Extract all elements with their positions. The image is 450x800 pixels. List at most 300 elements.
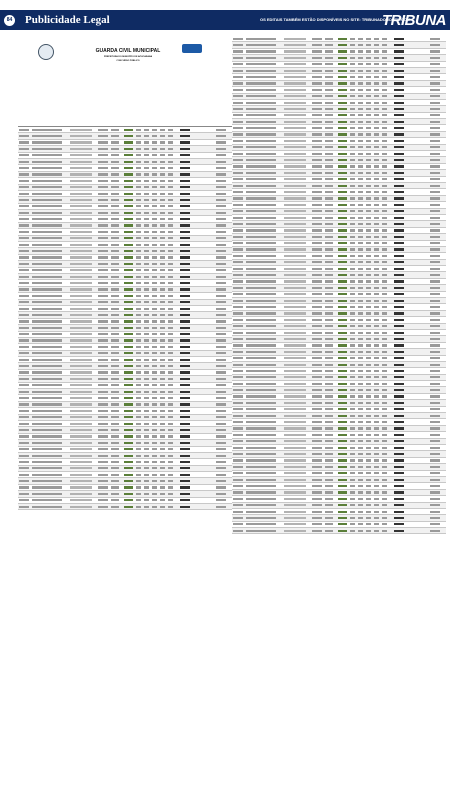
- table-cell: [70, 403, 92, 405]
- table-cell: [374, 102, 379, 104]
- table-cell: [338, 453, 347, 455]
- table-cell: [430, 102, 440, 104]
- table-cell: [111, 397, 119, 399]
- table-cell: [152, 371, 157, 373]
- table-cell: [382, 332, 387, 334]
- table-cell: [312, 332, 322, 334]
- table-cell: [350, 191, 355, 193]
- table-cell: [124, 237, 133, 239]
- table-cell: [233, 357, 243, 359]
- table-cell: [233, 459, 243, 461]
- table-cell: [160, 448, 165, 450]
- table-cell: [312, 274, 322, 276]
- table-cell: [394, 479, 404, 481]
- table-cell: [19, 282, 29, 284]
- table-cell: [180, 365, 190, 367]
- table-cell: [350, 440, 355, 442]
- notice-subtitle-2: CONCURSO PÚBLICO: [116, 59, 140, 62]
- table-cell: [366, 133, 371, 135]
- table-cell: [312, 485, 322, 487]
- table-cell: [394, 357, 404, 359]
- table-cell: [284, 498, 306, 500]
- table-cell: [246, 357, 276, 359]
- table-cell: [374, 191, 379, 193]
- table-cell: [168, 333, 173, 335]
- table-cell: [233, 287, 243, 289]
- table-cell: [394, 236, 404, 238]
- table-cell: [216, 154, 226, 156]
- table-cell: [358, 485, 363, 487]
- table-cell: [98, 250, 108, 252]
- table-cell: [152, 429, 157, 431]
- table-cell: [160, 237, 165, 239]
- table-cell: [350, 421, 355, 423]
- table-cell: [233, 479, 243, 481]
- table-cell: [180, 448, 190, 450]
- table-cell: [338, 89, 347, 91]
- table-cell: [124, 186, 133, 188]
- table-cell: [382, 300, 387, 302]
- table-cell: [180, 237, 190, 239]
- table-cell: [358, 421, 363, 423]
- table-cell: [152, 282, 157, 284]
- table-cell: [358, 312, 363, 314]
- table-cell: [32, 320, 62, 322]
- table-cell: [394, 95, 404, 97]
- table-cell: [216, 359, 226, 361]
- table-cell: [358, 108, 363, 110]
- table-cell: [325, 306, 333, 308]
- table-cell: [284, 511, 306, 513]
- table-cell: [382, 172, 387, 174]
- table-cell: [350, 63, 355, 65]
- table-cell: [284, 357, 306, 359]
- table-cell: [32, 218, 62, 220]
- table-cell: [124, 467, 133, 469]
- table-cell: [233, 466, 243, 468]
- table-cell: [180, 397, 190, 399]
- table-cell: [325, 293, 333, 295]
- table-cell: [338, 440, 347, 442]
- table-cell: [430, 255, 440, 257]
- table-cell: [325, 472, 333, 474]
- table-cell: [358, 210, 363, 212]
- table-cell: [246, 415, 276, 417]
- table-cell: [338, 293, 347, 295]
- table-cell: [394, 370, 404, 372]
- table-cell: [284, 76, 306, 78]
- table-cell: [144, 486, 149, 488]
- table-cell: [374, 44, 379, 46]
- table-cell: [233, 165, 243, 167]
- table-cell: [366, 95, 371, 97]
- table-cell: [246, 274, 276, 276]
- table-cell: [124, 461, 133, 463]
- table-cell: [32, 295, 62, 297]
- table-cell: [160, 173, 165, 175]
- table-cell: [430, 57, 440, 59]
- table-cell: [312, 185, 322, 187]
- table-cell: [284, 351, 306, 353]
- table-cell: [358, 217, 363, 219]
- table-cell: [136, 493, 141, 495]
- table-cell: [152, 435, 157, 437]
- table-cell: [19, 429, 29, 431]
- table-cell: [144, 212, 149, 214]
- table-cell: [19, 308, 29, 310]
- table-cell: [394, 434, 404, 436]
- table-cell: [160, 135, 165, 137]
- table-cell: [430, 466, 440, 468]
- table-cell: [284, 408, 306, 410]
- table-cell: [136, 423, 141, 425]
- table-cell: [98, 173, 108, 175]
- table-cell: [312, 63, 322, 65]
- table-cell: [325, 172, 333, 174]
- table-cell: [233, 312, 243, 314]
- table-cell: [358, 504, 363, 506]
- table-cell: [382, 255, 387, 257]
- table-cell: [284, 440, 306, 442]
- table-cell: [358, 459, 363, 461]
- table-cell: [111, 359, 119, 361]
- table-cell: [338, 159, 347, 161]
- table-cell: [180, 429, 190, 431]
- table-cell: [152, 416, 157, 418]
- table-cell: [19, 218, 29, 220]
- table-cell: [284, 466, 306, 468]
- table-cell: [111, 448, 119, 450]
- table-cell: [152, 141, 157, 143]
- table-cell: [338, 427, 347, 429]
- table-cell: [19, 442, 29, 444]
- table-cell: [374, 38, 379, 40]
- table-cell: [430, 370, 440, 372]
- table-cell: [338, 133, 347, 135]
- table-cell: [350, 306, 355, 308]
- table-cell: [98, 154, 108, 156]
- table-cell: [394, 50, 404, 52]
- table-cell: [70, 148, 92, 150]
- table-cell: [233, 242, 243, 244]
- table-cell: [98, 474, 108, 476]
- table-cell: [325, 498, 333, 500]
- table-cell: [233, 76, 243, 78]
- table-cell: [233, 351, 243, 353]
- table-cell: [216, 256, 226, 258]
- table-cell: [136, 352, 141, 354]
- table-cell: [284, 517, 306, 519]
- table-cell: [70, 224, 92, 226]
- notice-subtitle-1: PREFEITURA DO MUNICÍPIO DE APUCARANA: [103, 56, 153, 58]
- table-cell: [284, 344, 306, 346]
- table-cell: [152, 218, 157, 220]
- table-cell: [32, 455, 62, 457]
- table-cell: [98, 301, 108, 303]
- table-cell: [136, 480, 141, 482]
- table-cell: [19, 359, 29, 361]
- table-cell: [430, 242, 440, 244]
- table-cell: [180, 186, 190, 188]
- table-cell: [430, 38, 440, 40]
- table-cell: [216, 455, 226, 457]
- table-cell: [111, 416, 119, 418]
- table-cell: [32, 371, 62, 373]
- table-cell: [312, 50, 322, 52]
- table-cell: [98, 499, 108, 501]
- table-cell: [233, 191, 243, 193]
- table-cell: [19, 474, 29, 476]
- table-cell: [325, 376, 333, 378]
- table-cell: [312, 408, 322, 410]
- table-cell: [136, 141, 141, 143]
- table-cell: [366, 261, 371, 263]
- table-cell: [136, 250, 141, 252]
- table-cell: [358, 185, 363, 187]
- table-cell: [19, 301, 29, 303]
- table-cell: [19, 423, 29, 425]
- table-cell: [350, 159, 355, 161]
- table-cell: [124, 212, 133, 214]
- table-cell: [98, 384, 108, 386]
- table-cell: [312, 402, 322, 404]
- table-cell: [312, 242, 322, 244]
- table-cell: [374, 370, 379, 372]
- table-cell: [358, 172, 363, 174]
- table-cell: [366, 504, 371, 506]
- table-cell: [394, 351, 404, 353]
- table-cell: [144, 397, 149, 399]
- table-cell: [325, 38, 333, 40]
- table-cell: [152, 467, 157, 469]
- table-cell: [430, 63, 440, 65]
- table-cell: [70, 205, 92, 207]
- table-cell: [430, 50, 440, 52]
- table-cell: [216, 276, 226, 278]
- table-cell: [284, 70, 306, 72]
- table-cell: [338, 351, 347, 353]
- table-cell: [160, 397, 165, 399]
- table-cell: [70, 256, 92, 258]
- table-cell: [160, 378, 165, 380]
- table-cell: [32, 129, 62, 131]
- table-cell: [98, 327, 108, 329]
- table-cell: [430, 389, 440, 391]
- table-cell: [160, 333, 165, 335]
- table-cell: [70, 416, 92, 418]
- table-cell: [19, 212, 29, 214]
- table-cell: [70, 365, 92, 367]
- table-cell: [312, 523, 322, 525]
- table-cell: [350, 459, 355, 461]
- table-cell: [338, 364, 347, 366]
- table-cell: [374, 274, 379, 276]
- table-cell: [168, 205, 173, 207]
- table-cell: [19, 410, 29, 412]
- table-cell: [136, 129, 141, 131]
- table-cell: [325, 485, 333, 487]
- city-logo-icon: [182, 44, 202, 53]
- table-cell: [70, 474, 92, 476]
- table-cell: [216, 186, 226, 188]
- table-cell: [325, 389, 333, 391]
- table-cell: [325, 50, 333, 52]
- table-cell: [233, 440, 243, 442]
- table-cell: [338, 300, 347, 302]
- table-cell: [32, 141, 62, 143]
- table-cell: [32, 435, 62, 437]
- table-cell: [382, 242, 387, 244]
- table-cell: [394, 389, 404, 391]
- table-cell: [358, 344, 363, 346]
- table-cell: [216, 167, 226, 169]
- table-cell: [350, 530, 355, 532]
- table-cell: [350, 146, 355, 148]
- table-cell: [98, 256, 108, 258]
- table-cell: [325, 364, 333, 366]
- table-cell: [394, 210, 404, 212]
- table-cell: [382, 261, 387, 263]
- table-cell: [124, 282, 133, 284]
- table-cell: [136, 288, 141, 290]
- table-cell: [374, 255, 379, 257]
- table-cell: [180, 205, 190, 207]
- table-cell: [382, 178, 387, 180]
- table-cell: [312, 459, 322, 461]
- table-cell: [180, 282, 190, 284]
- table-cell: [338, 415, 347, 417]
- table-cell: [338, 204, 347, 206]
- table-cell: [152, 295, 157, 297]
- table-cell: [144, 378, 149, 380]
- table-cell: [374, 338, 379, 340]
- table-cell: [152, 474, 157, 476]
- table-cell: [325, 415, 333, 417]
- table-cell: [19, 244, 29, 246]
- table-cell: [382, 459, 387, 461]
- table-cell: [168, 384, 173, 386]
- table-cell: [246, 255, 276, 257]
- table-cell: [180, 231, 190, 233]
- table-cell: [350, 268, 355, 270]
- table-cell: [152, 499, 157, 501]
- table-cell: [394, 376, 404, 378]
- table-cell: [366, 338, 371, 340]
- table-cell: [382, 70, 387, 72]
- table-cell: [136, 224, 141, 226]
- table-cell: [394, 76, 404, 78]
- table-cell: [325, 287, 333, 289]
- table-cell: [216, 499, 226, 501]
- table-cell: [180, 161, 190, 163]
- table-cell: [152, 231, 157, 233]
- table-cell: [124, 506, 133, 508]
- table-cell: [430, 287, 440, 289]
- table-cell: [358, 517, 363, 519]
- table-cell: [366, 76, 371, 78]
- table-cell: [152, 384, 157, 386]
- table-cell: [430, 357, 440, 359]
- table-cell: [136, 167, 141, 169]
- table-cell: [366, 229, 371, 231]
- table-cell: [358, 153, 363, 155]
- table-cell: [98, 129, 108, 131]
- table-cell: [168, 173, 173, 175]
- table-cell: [430, 421, 440, 423]
- table-cell: [382, 223, 387, 225]
- table-cell: [374, 133, 379, 135]
- table-cell: [325, 146, 333, 148]
- table-cell: [70, 141, 92, 143]
- table-cell: [32, 493, 62, 495]
- table-cell: [70, 288, 92, 290]
- table-cell: [382, 102, 387, 104]
- table-cell: [374, 319, 379, 321]
- table-cell: [19, 186, 29, 188]
- table-cell: [325, 300, 333, 302]
- table-cell: [325, 395, 333, 397]
- table-cell: [180, 320, 190, 322]
- table-cell: [382, 472, 387, 474]
- table-cell: [216, 141, 226, 143]
- table-cell: [233, 89, 243, 91]
- table-cell: [152, 333, 157, 335]
- table-cell: [124, 295, 133, 297]
- table-cell: [160, 193, 165, 195]
- table-cell: [180, 486, 190, 488]
- table-cell: [144, 295, 149, 297]
- table-cell: [136, 416, 141, 418]
- table-cell: [382, 197, 387, 199]
- table-cell: [358, 178, 363, 180]
- table-cell: [394, 300, 404, 302]
- table-cell: [338, 408, 347, 410]
- table-cell: [136, 429, 141, 431]
- table-cell: [19, 276, 29, 278]
- table-cell: [144, 410, 149, 412]
- table-cell: [430, 44, 440, 46]
- table-cell: [98, 339, 108, 341]
- table-cell: [19, 352, 29, 354]
- table-cell: [374, 472, 379, 474]
- table-cell: [312, 427, 322, 429]
- table-cell: [111, 442, 119, 444]
- table-cell: [312, 102, 322, 104]
- table-cell: [144, 455, 149, 457]
- table-cell: [338, 395, 347, 397]
- table-cell: [284, 153, 306, 155]
- table-cell: [19, 480, 29, 482]
- table-cell: [394, 63, 404, 65]
- table-cell: [70, 486, 92, 488]
- table-cell: [430, 70, 440, 72]
- table-cell: [325, 383, 333, 385]
- table-cell: [350, 102, 355, 104]
- table-cell: [70, 282, 92, 284]
- table-cell: [233, 95, 243, 97]
- table-cell: [350, 210, 355, 212]
- table-cell: [358, 364, 363, 366]
- table-cell: [124, 205, 133, 207]
- table-cell: [358, 434, 363, 436]
- table-cell: [374, 165, 379, 167]
- table-cell: [19, 435, 29, 437]
- table-cell: [312, 89, 322, 91]
- table-cell: [246, 325, 276, 327]
- table-cell: [382, 312, 387, 314]
- table-cell: [168, 506, 173, 508]
- table-cell: [350, 338, 355, 340]
